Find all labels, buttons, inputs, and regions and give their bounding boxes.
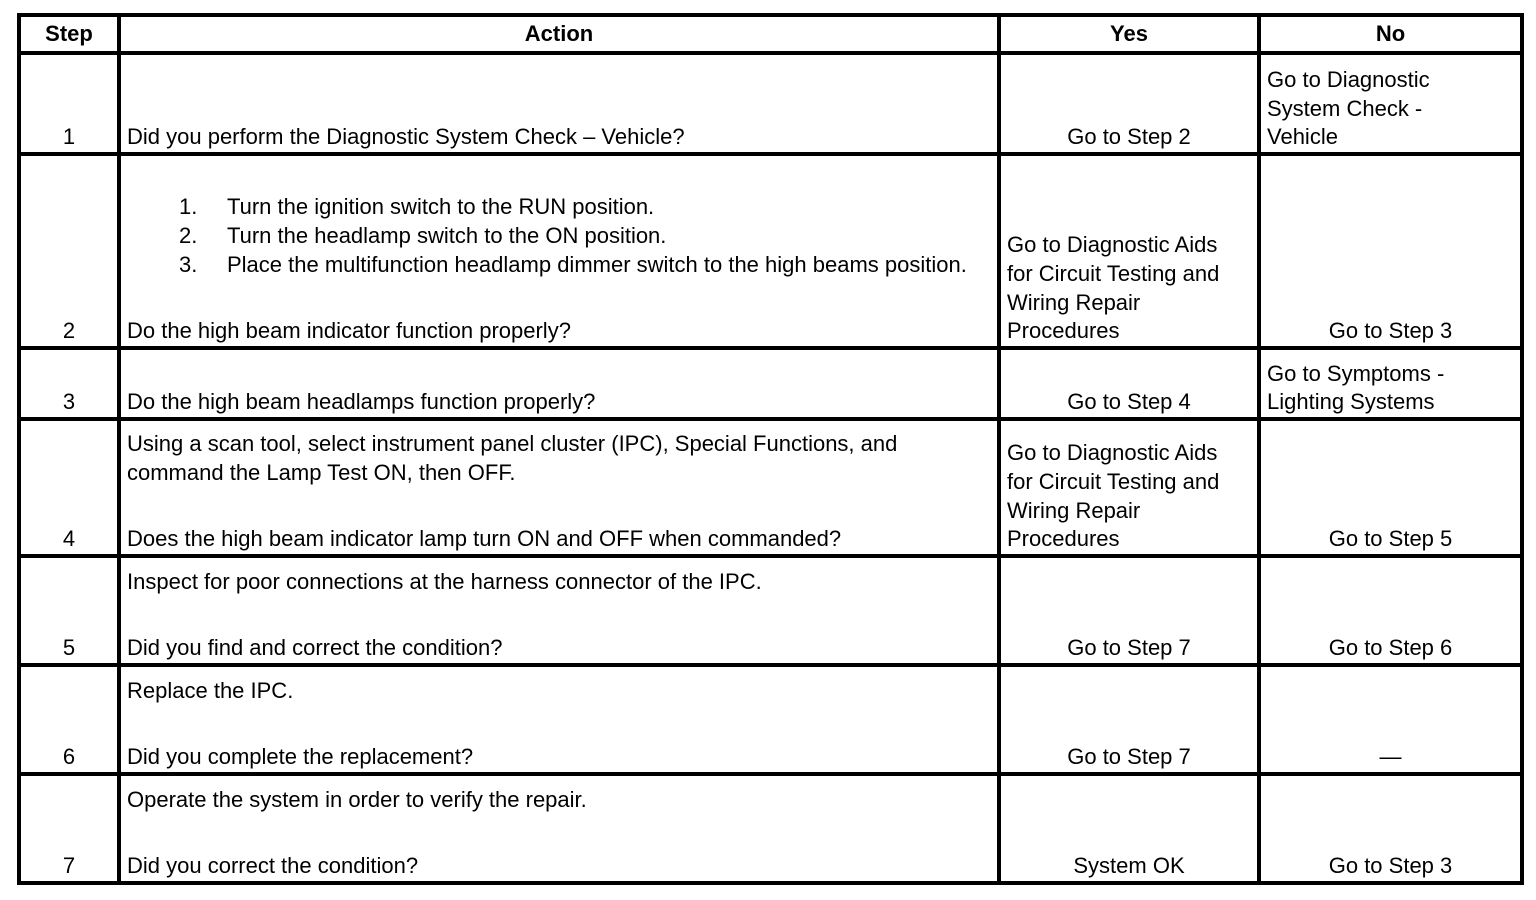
substep-list xyxy=(127,193,991,279)
no-text: Go to Diagnostic xyxy=(1267,66,1430,92)
no-text: Go to Step 3 xyxy=(1328,318,1453,344)
yes-text: Go to Step 7 xyxy=(1067,744,1191,770)
header-yes: Yes xyxy=(999,15,1259,53)
table-row xyxy=(19,154,1522,348)
no-text: Vehicle xyxy=(1267,124,1338,150)
action-cell xyxy=(119,53,999,154)
yes-text: Go to Step 2 xyxy=(1067,124,1191,150)
substep-number: 2. xyxy=(179,222,198,248)
yes-cell xyxy=(999,774,1259,883)
substep-text: Place the multifunction headlamp dimmer switch to the high beams position. xyxy=(227,251,967,277)
action-question: Did you find and correct the condition? xyxy=(127,635,503,661)
yes-cell xyxy=(999,556,1259,665)
yes-text: Go to Diagnostic Aids xyxy=(1007,440,1218,466)
step-number: 4 xyxy=(19,419,119,556)
yes-text: Wiring Repair xyxy=(1007,497,1141,523)
list-item xyxy=(179,222,991,251)
yes-text: Go to Step 7 xyxy=(1067,635,1191,661)
yes-text: for Circuit Testing and xyxy=(1007,260,1220,286)
action-text: Operate the system in order to verify the repair. xyxy=(127,786,587,812)
yes-text: Wiring Repair xyxy=(1007,289,1141,315)
yes-text: System OK xyxy=(1073,853,1185,879)
table-row xyxy=(19,419,1522,556)
action-question: Did you correct the condition? xyxy=(127,853,419,879)
yes-cell xyxy=(999,154,1259,348)
header-step: Step xyxy=(19,15,119,53)
no-text: Go to Step 5 xyxy=(1328,526,1453,552)
action-cell xyxy=(119,556,999,665)
action-cell xyxy=(119,154,999,348)
diagnostic-table xyxy=(17,13,1524,885)
substep-text: Turn the headlamp switch to the ON position. xyxy=(227,222,667,248)
step-number: 1 xyxy=(19,53,119,154)
no-text: Lighting Systems xyxy=(1267,389,1435,415)
step-number: 6 xyxy=(19,665,119,774)
action-cell xyxy=(119,774,999,883)
yes-text: Go to Diagnostic Aids xyxy=(1007,232,1218,258)
no-cell xyxy=(1259,154,1522,348)
action-cell xyxy=(119,665,999,774)
action-cell xyxy=(119,348,999,419)
yes-text: Go to Step 4 xyxy=(1067,389,1191,415)
no-text: Go to Step 6 xyxy=(1328,635,1453,661)
action-text: Inspect for poor connections at the harness connector of the IPC. xyxy=(127,568,762,594)
substep-number: 1. xyxy=(179,194,198,220)
step-number: 5 xyxy=(19,556,119,665)
no-cell xyxy=(1259,419,1522,556)
list-item xyxy=(179,193,991,222)
action-question: Do the high beam indicator function properly? xyxy=(127,318,571,344)
header-no: No xyxy=(1259,15,1522,53)
no-text: Go to Symptoms - xyxy=(1267,360,1445,386)
no-text: — xyxy=(1379,744,1402,770)
no-cell xyxy=(1259,348,1522,419)
substep-number: 3. xyxy=(179,251,198,277)
no-cell xyxy=(1259,665,1522,774)
no-cell xyxy=(1259,774,1522,883)
header-action: Action xyxy=(119,15,999,53)
action-text: Did you perform the Diagnostic System Check – Vehicle? xyxy=(127,124,685,150)
table-row xyxy=(19,774,1522,883)
no-cell xyxy=(1259,53,1522,154)
action-cell xyxy=(119,419,999,556)
yes-cell xyxy=(999,665,1259,774)
action-question: Did you complete the replacement? xyxy=(127,744,474,770)
table-row xyxy=(19,348,1522,419)
yes-cell xyxy=(999,53,1259,154)
action-question: Does the high beam indicator lamp turn ON and OFF when commanded? xyxy=(127,526,842,552)
table-row xyxy=(19,556,1522,665)
action-text: Using a scan tool, select instrument panel cluster (IPC), Special Functions, and command the Lamp Test ON, then OFF. xyxy=(127,430,898,485)
step-number: 7 xyxy=(19,774,119,883)
table-row xyxy=(19,665,1522,774)
yes-cell xyxy=(999,419,1259,556)
no-text: Go to Step 3 xyxy=(1328,853,1453,879)
yes-cell xyxy=(999,348,1259,419)
yes-text: for Circuit Testing and xyxy=(1007,468,1220,494)
action-text: Replace the IPC. xyxy=(127,677,294,703)
list-item xyxy=(179,251,991,280)
yes-text: Procedures xyxy=(1007,526,1120,552)
table-row xyxy=(19,53,1522,154)
header-row xyxy=(19,15,1522,53)
action-text: Do the high beam headlamps function properly? xyxy=(127,389,596,415)
substep-text: Turn the ignition switch to the RUN position. xyxy=(227,194,655,220)
step-number: 3 xyxy=(19,348,119,419)
yes-text: Procedures xyxy=(1007,318,1120,344)
step-number: 2 xyxy=(19,154,119,348)
no-cell xyxy=(1259,556,1522,665)
no-text: System Check - xyxy=(1267,95,1423,121)
